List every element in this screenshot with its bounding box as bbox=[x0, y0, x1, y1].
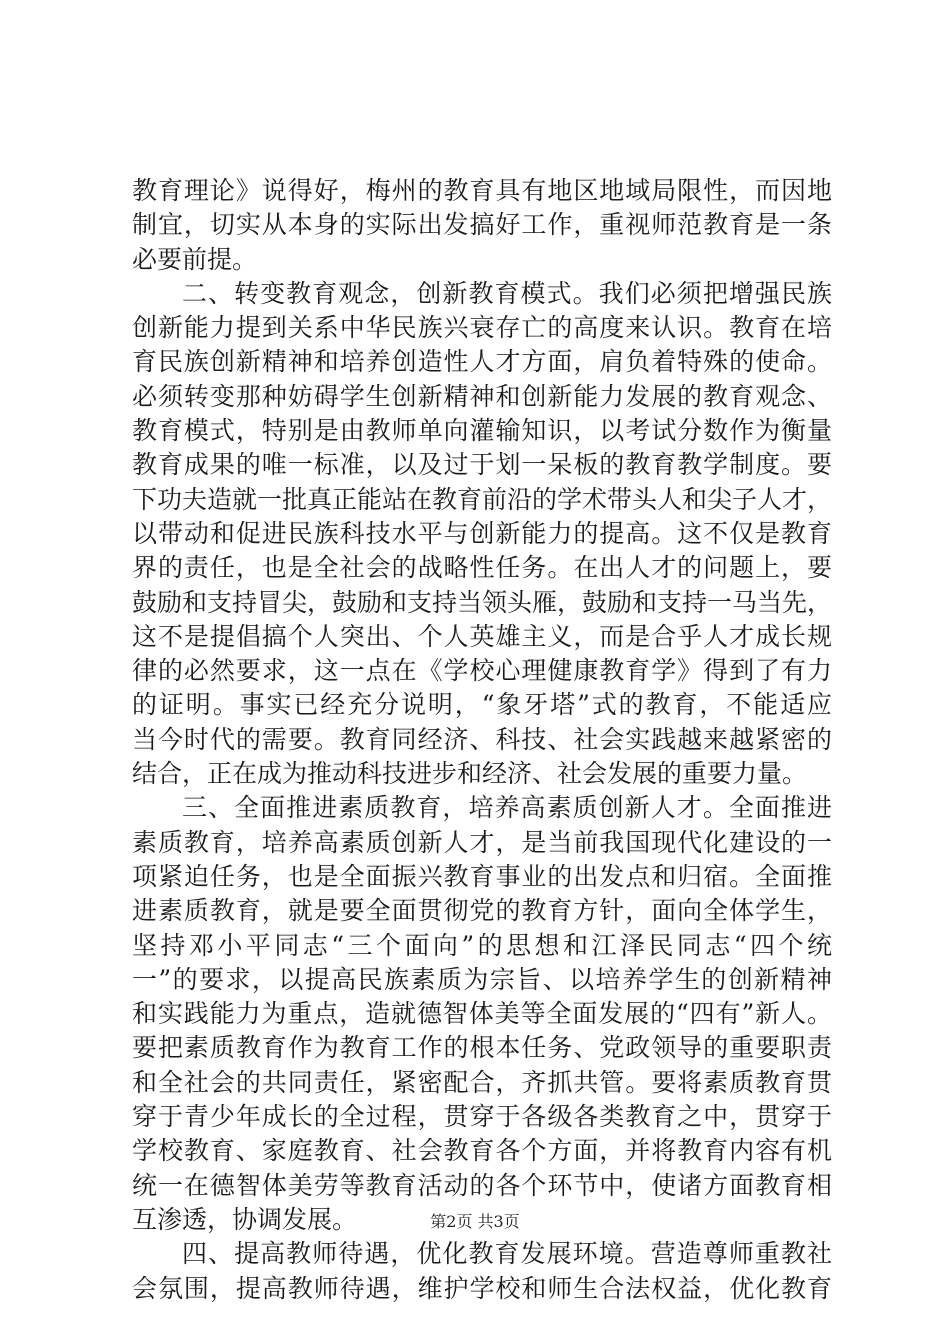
text-line: 互渗透，协调发展。 bbox=[132, 1204, 358, 1234]
text-line: 界的责任，也是全社会的战略性任务。在出人才的问题上，要 bbox=[132, 553, 832, 583]
text-line: 育民族创新精神和培养创造性人才方面，肩负着特殊的使命。 bbox=[132, 347, 832, 377]
text-line: 这不是提倡搞个人突出、个人英雄主义，而是合乎人才成长规 bbox=[132, 621, 832, 651]
page-number-label: 第2页 共3页 bbox=[430, 1212, 520, 1231]
text-line: 统一在德智体美劳等教育活动的各个环节中，使诸方面教育相 bbox=[132, 1170, 832, 1200]
text-line: 律的必然要求，这一点在《学校心理健康教育学》得到了有力 bbox=[132, 656, 832, 686]
text-line: 以带动和促进民族科技水平与创新能力的提高。这不仅是教育 bbox=[132, 518, 832, 548]
text-line: 结合，正在成为推动科技进步和经济、社会发展的重要力量。 bbox=[132, 759, 808, 789]
text-line: 和全社会的共同责任，紧密配合，齐抓共管。要将素质教育贯 bbox=[132, 1067, 832, 1097]
page-footer bbox=[0, 1211, 950, 1233]
text-line: 当今时代的需要。教育同经济、科技、社会实践越来越紧密的 bbox=[132, 724, 832, 754]
text-line: 的证明。事实已经充分说明，“象牙塔”式的教育，不能适应 bbox=[132, 690, 832, 720]
text-line: 穿于青少年成长的全过程，贯穿于各级各类教育之中，贯穿于 bbox=[132, 1102, 832, 1132]
text-line: 学校教育、家庭教育、社会教育各个方面，并将教育内容有机 bbox=[132, 1136, 832, 1166]
text-line: 创新能力提到关系中华民族兴衰存亡的高度来认识。教育在培 bbox=[132, 313, 832, 343]
document-body bbox=[132, 174, 832, 1306]
text-line: 进素质教育，就是要全面贯彻党的教育方针，面向全体学生， bbox=[132, 896, 832, 926]
text-line: 下功夫造就一批真正能站在教育前沿的学术带头人和尖子人才， bbox=[132, 484, 833, 514]
text-line: 鼓励和支持冒尖，鼓励和支持当领头雁，鼓励和支持一马当先， bbox=[132, 587, 833, 617]
text-line: 和实践能力为重点，造就德智体美等全面发展的“四有”新人。 bbox=[132, 999, 832, 1029]
text-line: 一”的要求，以提高民族素质为宗旨、以培养学生的创新精神 bbox=[132, 964, 832, 994]
text-line: 三、全面推进素质教育，培养高素质创新人才。全面推进 bbox=[182, 793, 832, 823]
text-line: 必要前提。 bbox=[132, 244, 258, 274]
text-line: 必须转变那种妨碍学生创新精神和创新能力发展的教育观念、 bbox=[132, 381, 832, 411]
text-line: 教育模式，特别是由教师单向灌输知识，以考试分数作为衡量 bbox=[132, 416, 832, 446]
text-line: 要把素质教育作为教育工作的根本任务、党政领导的重要职责 bbox=[132, 1033, 832, 1063]
text-line: 教育成果的唯一标准，以及过于划一呆板的教育教学制度。要 bbox=[132, 450, 832, 480]
text-line: 二、转变教育观念，创新教育模式。我们必须把增强民族 bbox=[182, 278, 832, 308]
text-line: 四、提高教师待遇，优化教育发展环境。营造尊师重教社 bbox=[182, 1239, 832, 1269]
text-line: 教育理论》说得好，梅州的教育具有地区地域局限性，而因地 bbox=[132, 176, 832, 205]
text-line: 素质教育，培养高素质创新人才，是当前我国现代化建设的一 bbox=[132, 827, 832, 857]
text-line: 坚持邓小平同志“三个面向”的思想和江泽民同志“四个统 bbox=[132, 930, 832, 960]
text-line: 项紧迫任务，也是全面振兴教育事业的出发点和归宿。全面推 bbox=[132, 861, 832, 891]
text-line: 会氛围，提高教师待遇，维护学校和师生合法权益，优化教育 bbox=[132, 1273, 832, 1303]
text-line: 制宜，切实从本身的实际出发搞好工作，重视师范教育是一条 bbox=[132, 210, 832, 240]
